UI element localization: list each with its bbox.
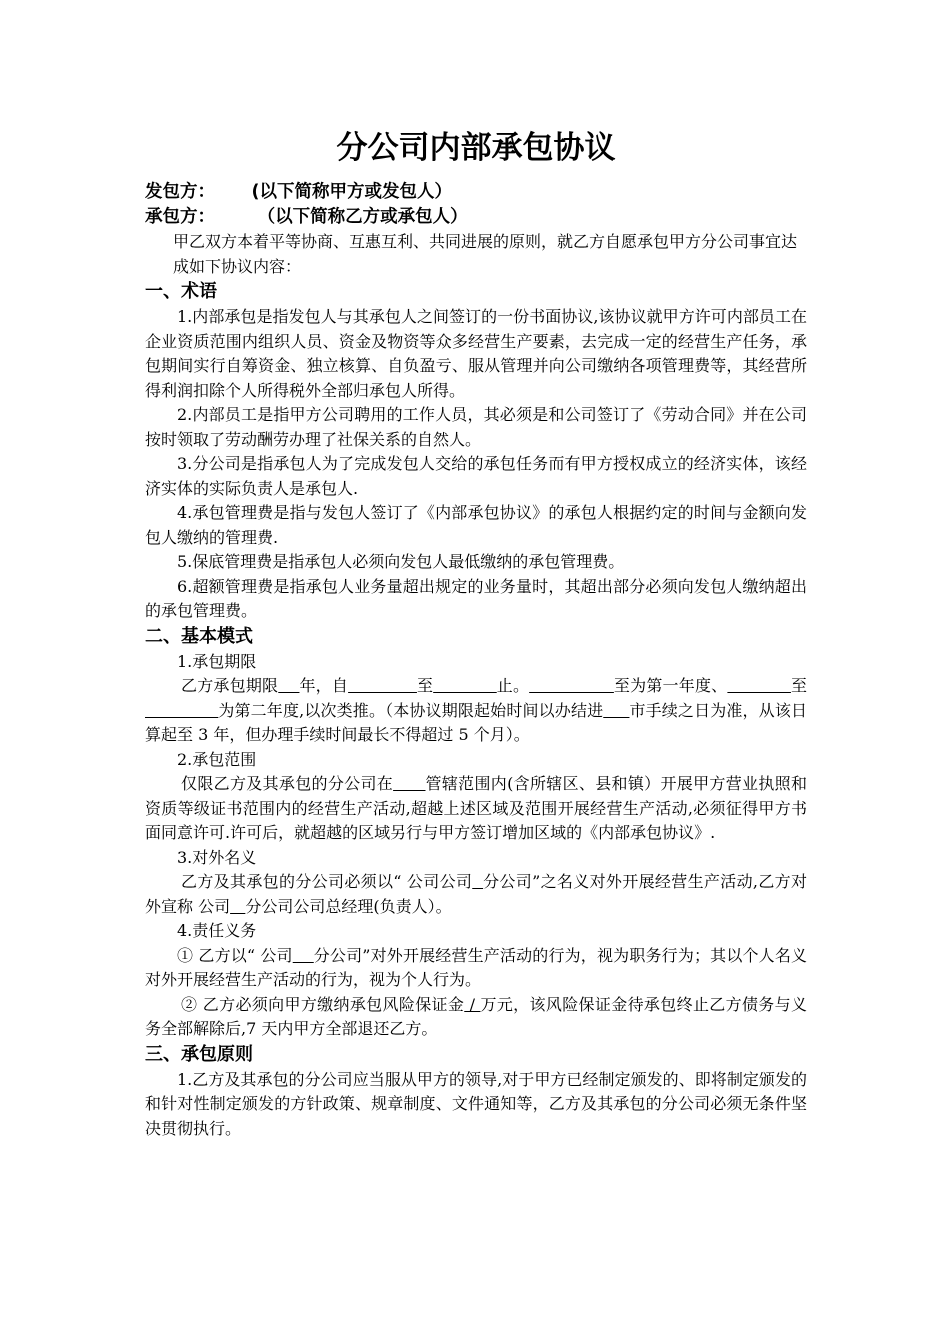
text-run: 分公司”对外开展经营生产活动的行为，视为职务行为；其以个人名义对外开展经营生产活动的行为，视为个人行为。 <box>145 945 808 989</box>
subsection-title-term: 1.承包期限 <box>177 651 257 671</box>
document-page <box>145 120 807 1141</box>
text-run: 年，自 <box>299 676 349 695</box>
text-run: 分公司”之名义对外开展经营生产活动,乙方对外宣称 公司 <box>145 872 807 916</box>
text-run: 至 <box>416 676 434 695</box>
intro-paragraph: 甲乙双方本着平等协商、互惠互利、共同进展的原则，就乙方自愿承包甲方分公司事宜达成如下协议内容： <box>173 232 798 276</box>
section-heading-principles: 三、承包原则 <box>145 1043 253 1065</box>
blank-jurisdiction <box>393 774 425 793</box>
principle-item-1: 1.乙方及其承包的分公司应当服从甲方的领导,对于甲方已经制定颁发的、即将制定颁发的和针对性制定颁发的方针政策、规章制度、文件通知等，乙方及其承包的分公司必须无条件坚决贯彻执行。 <box>145 1069 807 1138</box>
text-run: ② 乙方必须向甲方缴纳承包风险保证金 <box>181 994 465 1014</box>
blank-branch-name-2 <box>230 897 245 916</box>
text-run: ① 乙方以“ 公司 <box>177 945 293 965</box>
text-run: 至为第一年度、 <box>613 676 728 695</box>
page-title: 分公司内部承包协议 <box>336 130 616 166</box>
blank-deposit-amount: / <box>464 994 481 1014</box>
text-run: 管辖范围内(含所辖区、县和镇）开展甲方营业执照和资质等级证书范围内的经营生产活动,超越上述区域及范围开展经营生产活动,必须征得甲方书面同意许可.许可后，就超越的区域另行与甲方签订增加区域的《内部承包协议》. <box>145 774 807 842</box>
blank-year2-end <box>145 701 218 720</box>
blank-year1-start <box>529 676 614 695</box>
text-run: 为第二年度,以次类推。（本协议期限起始时间以办结进 <box>218 700 604 720</box>
term-item-4: 4.承包管理费是指与发包人签订了《内部承包协议》的承包人根据约定的时间与金额向发包人缴纳的管理费. <box>145 503 807 547</box>
term-item-2: 2.内部员工是指甲方公司聘用的工作人员，其必须是和公司签订了《劳动合同》并在公司按时领取了劳动酬劳办理了社保关系的自然人。 <box>145 405 807 449</box>
text-run: 分公司公司总经理(负责人）。 <box>245 896 452 916</box>
blank-branch-name-3 <box>293 946 314 965</box>
text-run: 市手续之日为准，从该日算起至 3 年，但办理手续时间最长不得超过 5 个月）。 <box>145 700 807 744</box>
section-heading-terms: 一、术语 <box>145 281 217 302</box>
blank-branch-name <box>472 872 483 891</box>
blank-year2-start <box>727 676 791 695</box>
duty-paragraph-1 <box>145 944 807 993</box>
term-item-6: 6.超额管理费是指承包人业务量超出规定的业务量时，其超出部分必须向发包人缴纳超出的承包管理费。 <box>145 576 807 620</box>
section-heading-basic-mode: 二、基本模式 <box>145 625 253 647</box>
text-run: 至 <box>790 676 807 695</box>
text-run: 乙方及其承包的分公司必须以“ 公司公司 <box>181 872 473 891</box>
blank-end-date <box>433 676 497 695</box>
blank-start-date <box>348 676 417 695</box>
subsection-title-duty: 4.责任义务 <box>177 921 257 940</box>
text-run: 万元，该风险保证金待承包终止乙方债务与义务全部解除后,7 天内甲方全部退还乙方。 <box>145 994 807 1038</box>
external-name-paragraph <box>145 870 807 919</box>
text-run: 仅限乙方及其承包的分公司在 <box>181 774 394 793</box>
term-item-3: 3.分公司是指承包人为了完成发包人交给的承包任务而有甲方授权成立的经济实体，该经济实体的实际负责人是承包人. <box>145 454 807 498</box>
duty-paragraph-2 <box>145 993 807 1042</box>
blank-city <box>603 701 629 720</box>
party-a-line: 发包方： (以下简称甲方或发包人） <box>145 182 453 202</box>
text-run: 乙方承包期限 <box>181 676 279 695</box>
blank-years <box>278 676 299 695</box>
party-b-line: 承包方： （以下简称乙方或承包人） <box>145 207 468 227</box>
term-item-1: 1.内部承包是指发包人与其承包人之间签订的一份书面协议,该协议就甲方许可内部员工在企业资质范围内组织人员、资金及物资等众多经营生产要素，去完成一定的经营生产任务，承包期间实行自筹资金、独立核算、自负盈亏、服从管理并向公司缴纳各项管理费等，其经营所得利润扣除个人所得税外全部归承包人所得。 <box>145 307 807 400</box>
subsection-title-name: 3.对外名义 <box>177 847 257 867</box>
contract-scope-paragraph <box>145 772 807 846</box>
contract-term-paragraph <box>145 674 807 748</box>
text-run: 止。 <box>496 676 530 695</box>
term-item-5: 5.保底管理费是指承包人必须向发包人最低缴纳的承包管理费。 <box>177 552 625 571</box>
subsection-title-scope: 2.承包范围 <box>177 749 257 769</box>
